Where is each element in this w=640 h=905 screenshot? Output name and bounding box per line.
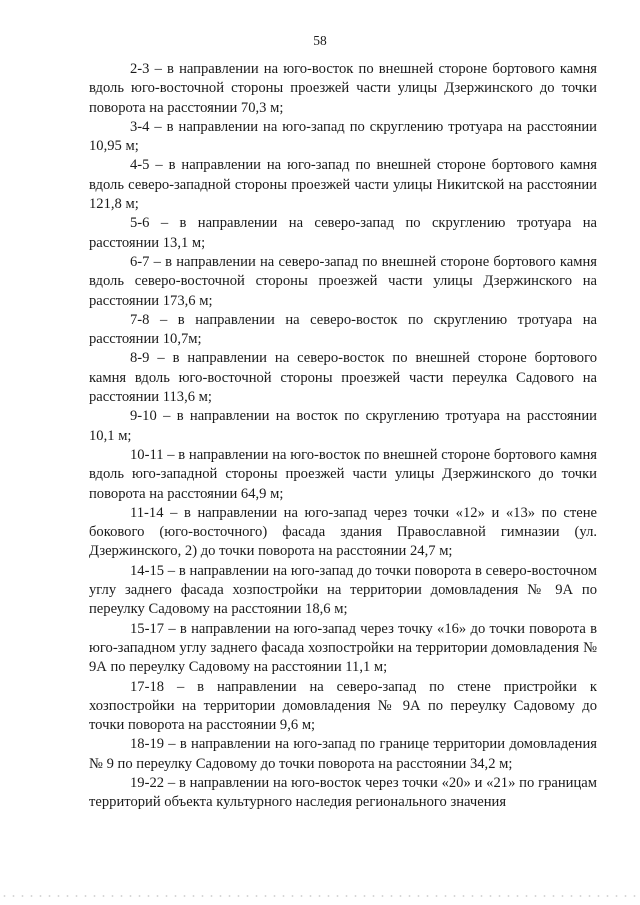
document-body (89, 60, 597, 813)
paragraph-10-11: 10-11 – в направлении на юго-восток по внешней стороне бортового камня вдоль юго-западной стороны проезжей части улицы Дзержинского до точки поворота на расстоянии 64,9 м; (89, 446, 597, 502)
paragraph-8-9: 8-9 – в направлении на северо-восток по внешней стороне бортового камня вдоль юго-восточной стороны проезжей части переулка Садового на расстоянии 113,6 м; (89, 350, 597, 406)
paragraph-6-7: 6-7 – в направлении на северо-запад по внешней стороне бортового камня вдоль северо-восточной стороны проезжей части улицы Дзержинского на расстоянии 173,6 м; (89, 253, 597, 309)
paragraph-11-14: 11-14 – в направлении на юго-запад через точки «12» и «13» по стене бокового (юго-восточного) фасада здания Православной гимназии (ул. Дзержинского, 2) до точки поворота на расстоянии 24,7 м; (89, 504, 597, 560)
paragraph-19-22: 19-22 – в направлении на юго-восток через точки «20» и «21» по границам территорий объекта культурного наследия регионального значения (89, 774, 597, 811)
paragraph-4-5: 4-5 – в направлении на юго-запад по внешней стороне бортового камня вдоль северо-западной стороны проезжей части улицы Никитской на расстоянии 121,8 м; (89, 157, 597, 213)
paragraph-3-4: 3-4 – в направлении на юго-запад по скруглению тротуара на расстоянии 10,95 м; (89, 118, 597, 155)
paragraph-17-18: 17-18 – в направлении на северо-запад по стене пристройки к хозпостройки на территории домовладения № 9А по переулку Садовому до точки поворота на расстоянии 9,6 м; (89, 678, 597, 734)
page-number: 58 (313, 33, 327, 48)
paragraph-5-6: 5-6 – в направлении на северо-запад по скруглению тротуара на расстоянии 13,1 м; (89, 215, 597, 251)
paragraph-7-8: 7-8 – в направлении на северо-восток по скруглению тротуара на расстоянии 10,7м; (89, 311, 597, 348)
paragraph-18-19: 18-19 – в направлении на юго-запад по границе территории домовладения № 9 по переулку Садовому до точки поворота на расстоянии 34,2 м; (89, 736, 597, 772)
paragraph-15-17: 15-17 – в направлении на юго-запад через точку «16» до точки поворота в юго-западном углу заднего фасада хозпостройки на территории домовладения № 9А по переулку Садовому на расстоянии 11,1 м; (89, 620, 597, 676)
paragraph-2-3: 2-3 – в направлении на юго-восток по внешней стороне бортового камня вдоль юго-восточной стороны проезжей части улицы Дзержинского до точки поворота на расстоянии 70,3 м; (89, 61, 597, 116)
paragraph-14-15: 14-15 – в направлении на юго-запад до точки поворота в северо-восточном углу заднего фасада хозпостройки на территории домовладения № 9А по переулку Садовому на расстоянии 18,6 м; (89, 562, 597, 618)
paragraph-9-10: 9-10 – в направлении на восток по скруглению тротуара на расстоянии 10,1 м; (89, 408, 597, 444)
scan-edge-noise (0, 893, 640, 899)
